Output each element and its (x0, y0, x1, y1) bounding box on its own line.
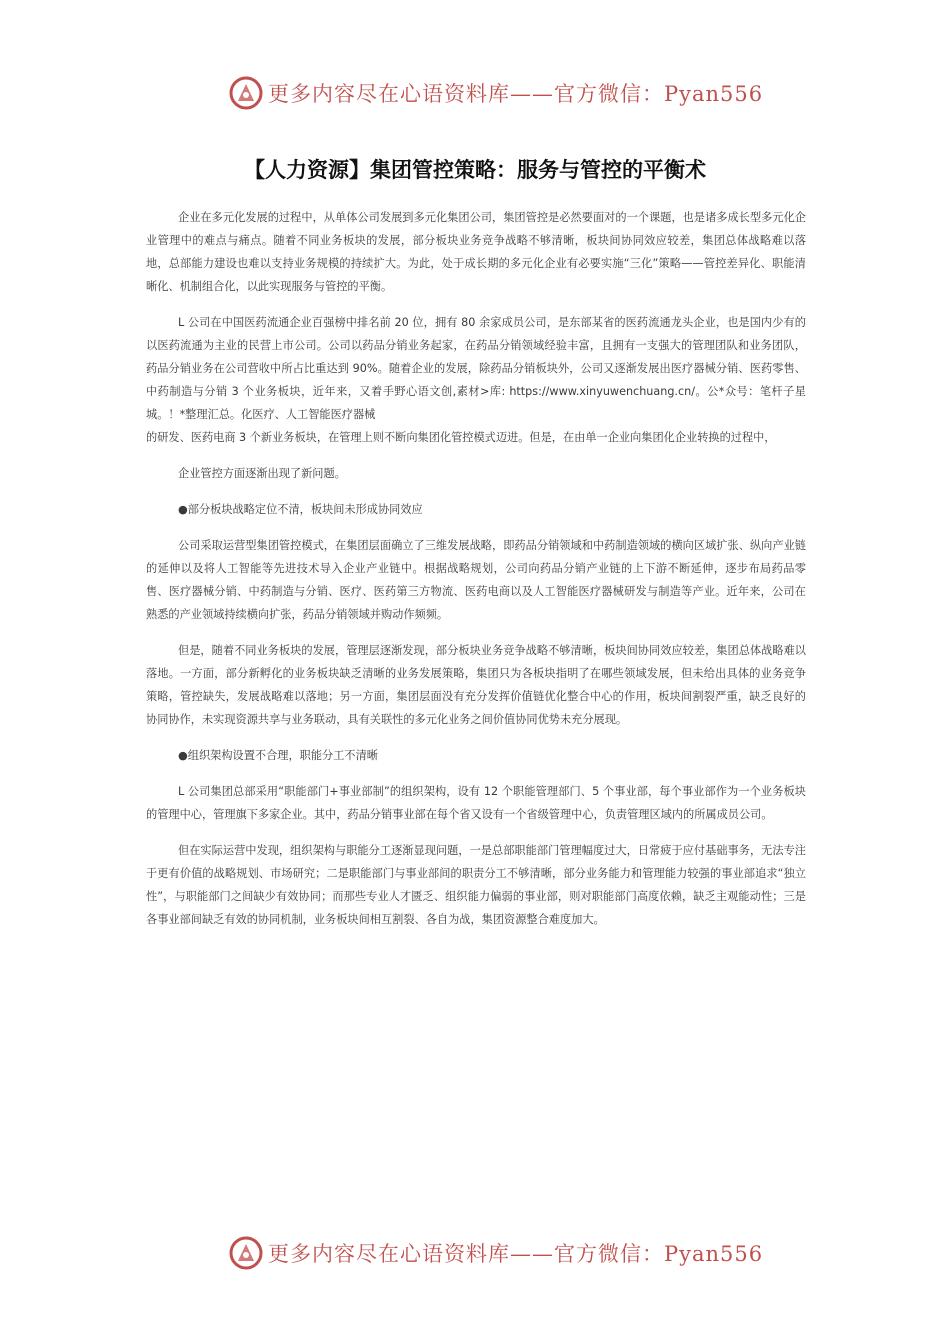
paragraph: 企业在多元化发展的过程中，从单体公司发展到多元化集团公司，集团管控是必然要面对的一个课题，也是诸多成长型多元化企业管理中的难点与痛点。随着不同业务板块的发展，部分板块业务竞争战略不够清晰，板块间协同效应较差，集团总体战略难以落地，总部能力建设也难以支持业务规模的持续扩大。为此，处于成长期的多元化企业有必要实施“三化”策略——管控差异化、职能清晰化、机制组合化，以此实现服务与管控的平衡。 (146, 211, 806, 293)
document-title: 【人力资源】集团管控策略：服务与管控的平衡术 (244, 158, 706, 183)
bullet-heading: ●部分板块战略定位不清，板块间未形成协同效应 (178, 503, 423, 516)
bullet-heading: ●组织架构设置不合理，职能分工不清晰 (178, 749, 378, 762)
paragraph: L 公司在中国医药流通企业百强榜中排名前 20 位，拥有 80 余家成员公司，是东部某省的医药流通龙头企业，也是国内少有的以医药流通为主业的民营上市公司。公司以药品分销业务起家，在药品分销领域经验丰富，且拥有一支强大的管理团队和业务团队，药品分销业务在公司营收中所占比重达到 90%。随着企业的发展，除药品分销板块外，公司又逐渐发展出医疗器械分销、医药零售、中药制造与分销 3 个业务板块，近年来，又着手野心语文创,素材>库: https://www.xinyuwenchuang.cn/。公*众号：笔杆子星城。！*整理汇总。化医疗、人工智能医疗器械 (146, 316, 806, 421)
paragraph: 企业管控方面逐渐出现了新问题。 (178, 467, 346, 480)
logo-icon (228, 1235, 264, 1271)
footer-banner (228, 1233, 763, 1273)
paragraph: 公司采取运营型集团管控模式，在集团层面确立了三维发展战略，即药品分销领域和中药制造领域的横向区域扩张、纵向产业链的延伸以及将人工智能等先进技术导入企业产业链中。根据战略规划，公司向药品分销产业链的上下游不断延伸，逐步布局药品零售、医疗器械分销、中药制造与分销、医疗、医药第三方物流、医药电商以及人工智能医疗器械研发与制造等产业。近年来，公司在熟悉的产业领域持续横向扩张，药品分销领域并购动作频频。 (146, 539, 806, 621)
paragraph: 的研发、医药电商 3 个新业务板块，在管理上则不断向集团化管控模式迈进。但是，在由单一企业向集团化企业转换的过程中， (146, 431, 776, 444)
header-banner-text: 更多内容尽在心语资料库——官方微信：Pyan556 (268, 82, 764, 106)
logo-icon (228, 75, 264, 111)
document-body (146, 206, 806, 944)
footer-banner-text: 更多内容尽在心语资料库——官方微信：Pyan556 (268, 1242, 764, 1266)
paragraph: 但是，随着不同业务板块的发展，管理层逐渐发现，部分板块业务竞争战略不够清晰，板块间协同效应较差，集团总体战略难以落地。一方面，部分新孵化的业务板块缺乏清晰的业务发展策略，集团只为各板块指明了在哪些领域发展，但未给出具体的业务竞争策略，管控缺失，发展战略难以落地；另一方面，集团层面没有充分发挥价值链优化整合中心的作用，板块间割裂严重，缺乏良好的协同协作，未实现资源共享与业务联动，具有关联性的多元化业务之间价值协同优势未充分展现。 (146, 644, 806, 726)
paragraph: L 公司集团总部采用“职能部门+事业部制”的组织架构，设有 12 个职能管理部门、5 个事业部，每个事业部作为一个业务板块的管理中心，管理旗下多家企业。其中，药品分销事业部在每个省又设有一个省级管理中心，负责管理区域内的所属成员公司。 (146, 785, 806, 821)
header-banner (228, 73, 763, 113)
paragraph: 但在实际运营中发现，组织架构与职能分工逐渐显现问题，一是总部职能部门管理幅度过大，日常疲于应付基础事务，无法专注于更有价值的战略规划、市场研究；二是职能部门与事业部间的职责分工不够清晰，部分业务能力和管理能力较强的事业部追求“独立性”，与职能部门之间缺少有效协同；而那些专业人才匮乏、组织能力偏弱的事业部，则对职能部门高度依赖，缺乏主观能动性；三是各事业部间缺乏有效的协同机制，业务板块间相互割裂、各自为战，集团资源整合难度加大。 (146, 844, 806, 926)
